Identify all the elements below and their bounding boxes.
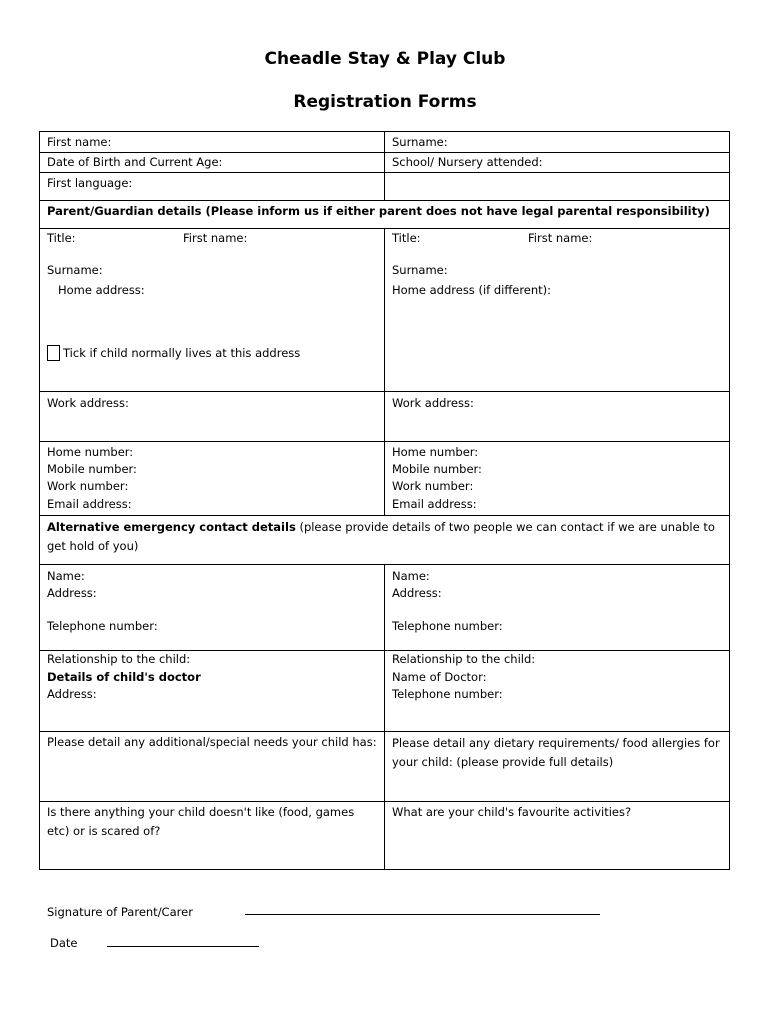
registration-form xyxy=(39,131,730,870)
parent2-work-number-label: Work number: xyxy=(392,479,474,493)
emergency-heading-note: (please provide details of two people we can contact if we are unable to get hold of you) xyxy=(47,520,715,553)
divider xyxy=(40,515,729,516)
parent1-email-label: Email address: xyxy=(47,497,132,511)
parent1-surname-label: Surname: xyxy=(47,263,103,277)
parent1-home-number-label: Home number: xyxy=(47,445,134,459)
parent2-work-address-label: Work address: xyxy=(392,396,474,410)
parent2-home-address-label: Home address (if different): xyxy=(392,283,552,297)
contact1-name-label: Name: xyxy=(47,569,85,583)
lives-at-address-label: Tick if child normally lives at this address xyxy=(63,346,301,360)
special-needs-label: Please detail any additional/special needs your child has: xyxy=(47,735,377,749)
emergency-contact-heading xyxy=(47,518,727,556)
emergency-heading-bold: Alternative emergency contact details xyxy=(47,520,296,534)
doctor-address-label: Address: xyxy=(47,687,97,701)
parent2-email-label: Email address: xyxy=(392,497,477,511)
parent2-first-name-label: First name: xyxy=(528,231,593,245)
contact1-telephone-label: Telephone number: xyxy=(47,619,158,633)
parent1-title-label: Title: xyxy=(47,231,76,245)
parent1-mobile-number-label: Mobile number: xyxy=(47,462,137,476)
doctor-name-label: Name of Doctor: xyxy=(392,670,487,684)
form-title: Registration Forms xyxy=(293,92,477,112)
contact2-address-label: Address: xyxy=(392,586,442,600)
column-divider xyxy=(384,228,385,515)
contact1-relationship-label: Relationship to the child: xyxy=(47,652,191,666)
doctor-telephone-label: Telephone number: xyxy=(392,687,503,701)
club-title: Cheadle Stay & Play Club xyxy=(264,49,506,69)
dislikes-label: Is there anything your child doesn't like (food, games etc) or is scared of? xyxy=(47,805,355,838)
first-language-label: First language: xyxy=(47,176,133,190)
parent2-surname-label: Surname: xyxy=(392,263,448,277)
child-surname-label: Surname: xyxy=(392,135,448,149)
dob-age-label: Date of Birth and Current Age: xyxy=(47,155,223,169)
parent1-work-address-label: Work address: xyxy=(47,396,129,410)
parent1-first-name-label: First name: xyxy=(183,231,248,245)
signature-line[interactable] xyxy=(245,914,600,915)
date-label: Date xyxy=(50,936,78,950)
parent2-mobile-number-label: Mobile number: xyxy=(392,462,482,476)
contact2-telephone-label: Telephone number: xyxy=(392,619,503,633)
contact1-address-label: Address: xyxy=(47,586,97,600)
date-line[interactable] xyxy=(107,946,259,947)
column-divider xyxy=(384,564,385,870)
parent2-title-label: Title: xyxy=(392,231,421,245)
parent1-home-address-label: Home address: xyxy=(58,283,145,297)
dietary-requirements-label: Please detail any dietary requirements/ food allergies for your child: (please provide full details) xyxy=(392,736,720,769)
column-divider xyxy=(384,132,385,200)
contact2-relationship-label: Relationship to the child: xyxy=(392,652,536,666)
signature-label: Signature of Parent/Carer xyxy=(47,905,193,919)
favourite-activities-label: What are your child's favourite activities? xyxy=(392,805,632,819)
parent-details-heading: Parent/Guardian details (Please inform us if either parent does not have legal parental responsibility) xyxy=(47,204,710,218)
parent2-home-number-label: Home number: xyxy=(392,445,479,459)
school-label: School/ Nursery attended: xyxy=(392,155,543,169)
divider xyxy=(40,200,729,201)
doctor-details-heading: Details of child's doctor xyxy=(47,670,201,684)
parent1-work-number-label: Work number: xyxy=(47,479,129,493)
contact2-name-label: Name: xyxy=(392,569,430,583)
child-first-name-label: First name: xyxy=(47,135,112,149)
lives-at-address-checkbox[interactable] xyxy=(47,345,60,361)
